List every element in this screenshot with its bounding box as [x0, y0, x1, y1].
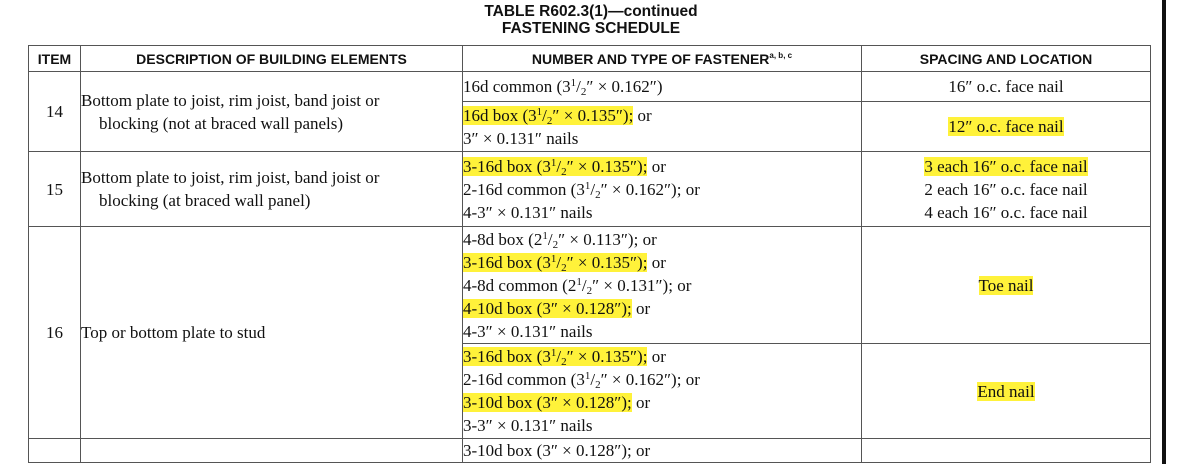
fastener-text — [463, 299, 632, 318]
fraction-denominator: 2 — [595, 379, 601, 391]
fastener-text: 3-16d box $(3^1/_2'' \times 0.135'')$; — [463, 347, 648, 368]
fastener-line — [463, 297, 861, 320]
fastener-line — [463, 178, 861, 201]
table-body — [29, 72, 1151, 463]
fastener-or: or — [633, 105, 652, 125]
fastener-text: 2-16d common $(3^1/_2'' \times 0.162'')$; or — [463, 370, 700, 391]
table-row — [29, 227, 1151, 344]
fastener-text-rest: ″ × 0.162″); or — [600, 370, 700, 389]
fraction-denominator: 2 — [595, 188, 601, 201]
fastener-text-main: 3-16d box (3 — [463, 156, 551, 176]
spacing-line — [862, 75, 1150, 98]
item-description — [81, 227, 463, 439]
fastener-text-rest: ″ × 0.113″); or — [558, 229, 657, 249]
item-number: 14 — [29, 72, 81, 152]
spacing-text: 16″ o.c. face nail — [948, 77, 1064, 96]
fastener-or: or — [647, 347, 666, 366]
item-number: 16 — [29, 227, 81, 439]
fastener-line — [463, 75, 861, 98]
table-row — [29, 152, 1151, 227]
fastener-text: 4-8d box $(2^1/_2'' \times 0.113'')$; or — [463, 229, 657, 251]
header-item: ITEM — [29, 46, 81, 72]
header-row — [29, 46, 1151, 72]
fastener-text-main: 4-3″ × 0.131″ nails — [463, 321, 593, 341]
fastener-text: 4-8d common $(2^1/_2'' \times 0.131'')$; or — [463, 275, 692, 297]
fraction-numerator: 1 — [584, 179, 591, 192]
item-number — [29, 439, 81, 463]
spacing-line — [862, 201, 1150, 224]
spacing-cell — [862, 439, 1151, 463]
fastener-cell — [463, 439, 862, 463]
fastener-line — [463, 274, 861, 297]
fastener-text-rest: ″ × 0.135″); — [566, 156, 648, 176]
fastener-line — [463, 345, 861, 368]
item-number: 15 — [29, 152, 81, 227]
fastener-text-main: 4-8d common (2 — [463, 275, 577, 295]
fastener-or: or — [631, 298, 651, 318]
spacing-line — [862, 178, 1150, 201]
spacing-text: End nail — [977, 381, 1035, 401]
item-description — [81, 439, 463, 463]
table-row — [29, 72, 1151, 102]
fraction-denominator: 2 — [580, 86, 587, 98]
spacing-text: 3 each 16″ o.c. face nail — [924, 156, 1088, 176]
fastener-text-main: 2-16d common (3 — [463, 179, 585, 199]
fastener-cell — [463, 227, 862, 344]
description-line: Bottom plate to joist, rim joist, band joist or — [81, 90, 380, 110]
description-line: blocking (not at braced wall panels) — [99, 113, 344, 133]
table-title: TABLE R602.3(1)—continued — [484, 3, 698, 20]
fastener-text-main: 3-16d box (3 — [463, 347, 551, 366]
fraction-numerator: 1 — [584, 370, 591, 382]
spacing-line — [862, 155, 1150, 178]
spacing-cell — [862, 227, 1151, 344]
fastening-schedule-table — [28, 45, 1151, 463]
fastener-text-main: 3-3″ × 0.131″ nails — [463, 416, 593, 435]
table-row — [29, 439, 1151, 463]
spacing-cell — [862, 102, 1151, 152]
spacing-cell — [862, 152, 1151, 227]
description-line: blocking (at braced wall panel) — [99, 191, 311, 210]
item-description — [81, 72, 463, 152]
fastener-line — [463, 414, 861, 437]
fastener-text — [463, 322, 593, 341]
description-line: Top or bottom plate to stud — [81, 323, 266, 342]
spacing-cell — [862, 344, 1151, 439]
fraction-denominator: 2 — [552, 238, 559, 251]
fastener-text — [463, 203, 593, 222]
fastener-line — [463, 439, 861, 462]
fastener-line — [463, 104, 861, 127]
fraction-numerator: 1 — [550, 252, 557, 265]
fastener-text-rest: ″ × 0.131″); or — [592, 275, 692, 295]
fraction-denominator: 2 — [561, 356, 567, 368]
spacing-text: 12″ o.c. face nail — [948, 117, 1064, 136]
fastener-cell — [463, 102, 862, 152]
fastener-line — [463, 127, 861, 150]
spacing-text: 2 each 16″ o.c. face nail — [924, 179, 1088, 199]
fraction-numerator: 1 — [536, 105, 543, 118]
fraction-numerator: 1 — [542, 229, 548, 242]
page-edge — [1162, 0, 1166, 464]
fraction-denominator: 2 — [561, 165, 567, 178]
spacing-text: Toe nail — [978, 275, 1034, 295]
fastener-cell — [463, 152, 862, 227]
fastener-line — [463, 228, 861, 251]
fastener-text-main: 4-8d box (2 — [463, 229, 543, 249]
spacing-line — [862, 380, 1150, 403]
header-fastener-footnote: a, b, c — [769, 50, 793, 60]
fastener-text — [463, 416, 593, 435]
fastener-text — [463, 393, 632, 412]
description-line: Bottom plate to joist, rim joist, band joist or — [81, 168, 380, 187]
fastener-text-rest: ″ × 0.135″); — [566, 252, 648, 272]
fastener-text-main: 3-10d box (3″ × 0.128″); — [463, 393, 632, 412]
fraction-denominator: 2 — [586, 284, 593, 297]
fraction-denominator: 2 — [546, 114, 553, 127]
fastener-text-rest: ″ × 0.162″) — [586, 77, 663, 96]
fastener-text-rest: ″ × 0.162″); or — [600, 179, 700, 199]
spacing-line — [862, 274, 1150, 297]
fastener-line — [463, 391, 861, 414]
fraction-numerator: 1 — [570, 77, 577, 89]
fastener-text: 16d common $(3^1/_2'' \times 0.162'')$ — [463, 77, 663, 98]
fraction-denominator: 2 — [561, 261, 567, 274]
fastener-line — [463, 320, 861, 343]
fastener-text-main: 4-10d box (3″ × 0.128″); — [463, 298, 632, 318]
fastener-text-main: 16d common (3 — [463, 77, 571, 96]
header-spacing: SPACING AND LOCATION — [862, 46, 1151, 72]
item-description — [81, 152, 463, 227]
spacing-line — [862, 115, 1150, 138]
fraction-numerator: 1 — [576, 275, 582, 288]
fastener-cell — [463, 344, 862, 439]
fastener-text-main: 16d box (3 — [463, 105, 537, 125]
fastener-text-main: 3-10d box (3″ × 0.128″); or — [463, 441, 651, 460]
fastener-text-rest: ″ × 0.135″); — [552, 105, 634, 125]
fastener-text-main: 2-16d common (3 — [463, 370, 585, 389]
fastener-line — [463, 155, 861, 178]
fastener-text — [463, 441, 650, 460]
fastener-text: 16d box $(3^1/_2'' \times 0.135'')$; — [463, 105, 634, 127]
fastener-line — [463, 251, 861, 274]
header-description: DESCRIPTION OF BUILDING ELEMENTS — [81, 46, 463, 72]
fraction-numerator: 1 — [550, 347, 557, 359]
fastener-text: 3-16d box $(3^1/_2'' \times 0.135'')$; — [463, 156, 648, 178]
header-fastener — [463, 46, 862, 72]
fastener-or: or — [631, 393, 651, 412]
fastener-text-main: 3″ × 0.131″ nails — [463, 128, 579, 148]
fastener-line — [463, 201, 861, 224]
fastener-text — [463, 129, 578, 148]
fastener-or: or — [647, 252, 666, 272]
fastener-text-rest: ″ × 0.135″); — [566, 347, 648, 366]
fastener-text-main: 3-16d box (3 — [463, 252, 551, 272]
fastener-text: 2-16d common $(3^1/_2'' \times 0.162'')$; or — [463, 179, 700, 201]
fastener-text: 3-16d box $(3^1/_2'' \times 0.135'')$; — [463, 252, 648, 274]
fastener-cell — [463, 72, 862, 102]
fastener-line — [463, 368, 861, 391]
spacing-cell — [862, 72, 1151, 102]
fastener-text-main: 4-3″ × 0.131″ nails — [463, 202, 593, 222]
spacing-text: 4 each 16″ o.c. face nail — [924, 202, 1088, 222]
header-fastener-label: NUMBER AND TYPE OF FASTENER — [531, 50, 770, 67]
fastener-or: or — [647, 156, 666, 176]
fraction-numerator: 1 — [550, 156, 557, 169]
table-subtitle: FASTENING SCHEDULE — [501, 20, 681, 37]
